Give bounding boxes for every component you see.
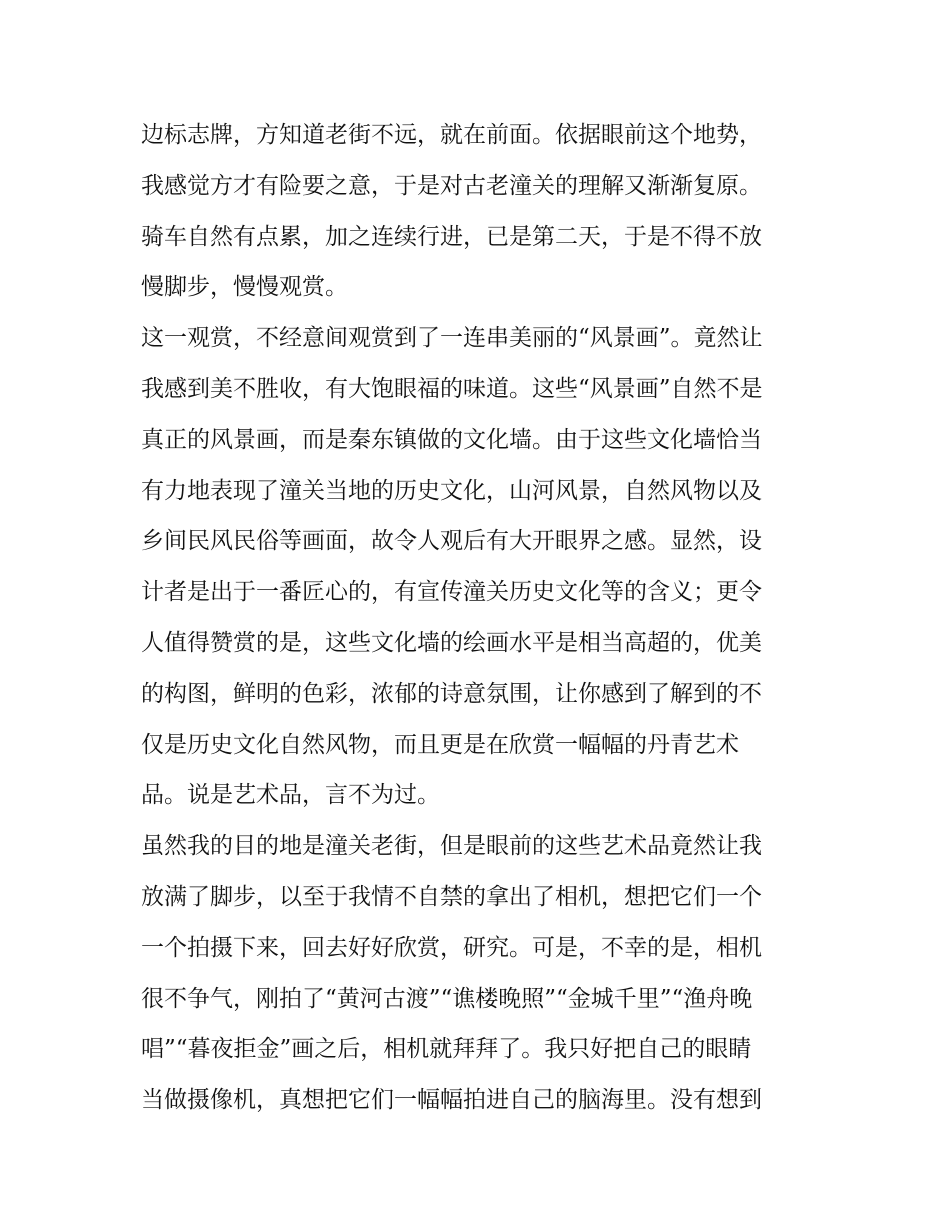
text-line: 人值得赞赏的是，这些文化墙的绘画水平是相当高超的，优美 bbox=[141, 629, 762, 656]
text-line: 虽然我的目的地是潼关老街，但是眼前的这些艺术品竟然让我 bbox=[141, 833, 762, 860]
text-line: 仅是历史文化自然风物，而且更是在欣赏一幅幅的丹青艺术 bbox=[141, 731, 739, 758]
text-line: 慢脚步，慢慢观赏。 bbox=[141, 274, 348, 301]
body-text bbox=[141, 110, 821, 1126]
text-line: 乡间民风民俗等画面，故令人观后有大开眼界之感。显然，设 bbox=[141, 528, 762, 555]
text-line: 的构图，鲜明的色彩，浓郁的诗意氛围，让你感到了解到的不 bbox=[141, 680, 762, 707]
text-line: 这一观赏，不经意间观赏到了一连串美丽的“风景画”。竟然让 bbox=[141, 325, 763, 352]
text-line: 骑车自然有点累，加之连续行进，已是第二天，于是不得不放 bbox=[141, 223, 762, 250]
text-line: 我感觉方才有险要之意，于是对古老潼关的理解又渐渐复原。 bbox=[141, 172, 762, 199]
text-line: 当做摄像机，真想把它们一幅幅拍进自己的脑海里。没有想到 bbox=[141, 1087, 762, 1114]
text-line: 放满了脚步，以至于我情不自禁的拿出了相机，想把它们一个 bbox=[141, 883, 762, 910]
text-line: 很不争气，刚拍了“黄河古渡”“谯楼晚照”“金城千里”“渔舟晚 bbox=[141, 985, 753, 1012]
text-line: 边标志牌，方知道老街不远，就在前面。依据眼前这个地势， bbox=[141, 122, 762, 148]
text-line: 真正的风景画，而是秦东镇做的文化墙。由于这些文化墙恰当 bbox=[141, 426, 762, 453]
text-line: 计者是出于一番匠心的，有宣传潼关历史文化等的含义；更令 bbox=[141, 579, 762, 606]
text-line: 唱”“暮夜拒金”画之后，相机就拜拜了。我只好把自己的眼睛 bbox=[141, 1036, 752, 1063]
text-line: 有力地表现了潼关当地的历史文化，山河风景，自然风物以及 bbox=[141, 477, 762, 504]
text-line: 品。说是艺术品，言不为过。 bbox=[141, 782, 440, 809]
text-line: 一个拍摄下来，回去好好欣赏，研究。可是，不幸的是，相机 bbox=[141, 934, 762, 961]
text-line: 我感到美不胜收，有大饱眼福的味道。这些“风景画”自然不是 bbox=[141, 375, 763, 402]
